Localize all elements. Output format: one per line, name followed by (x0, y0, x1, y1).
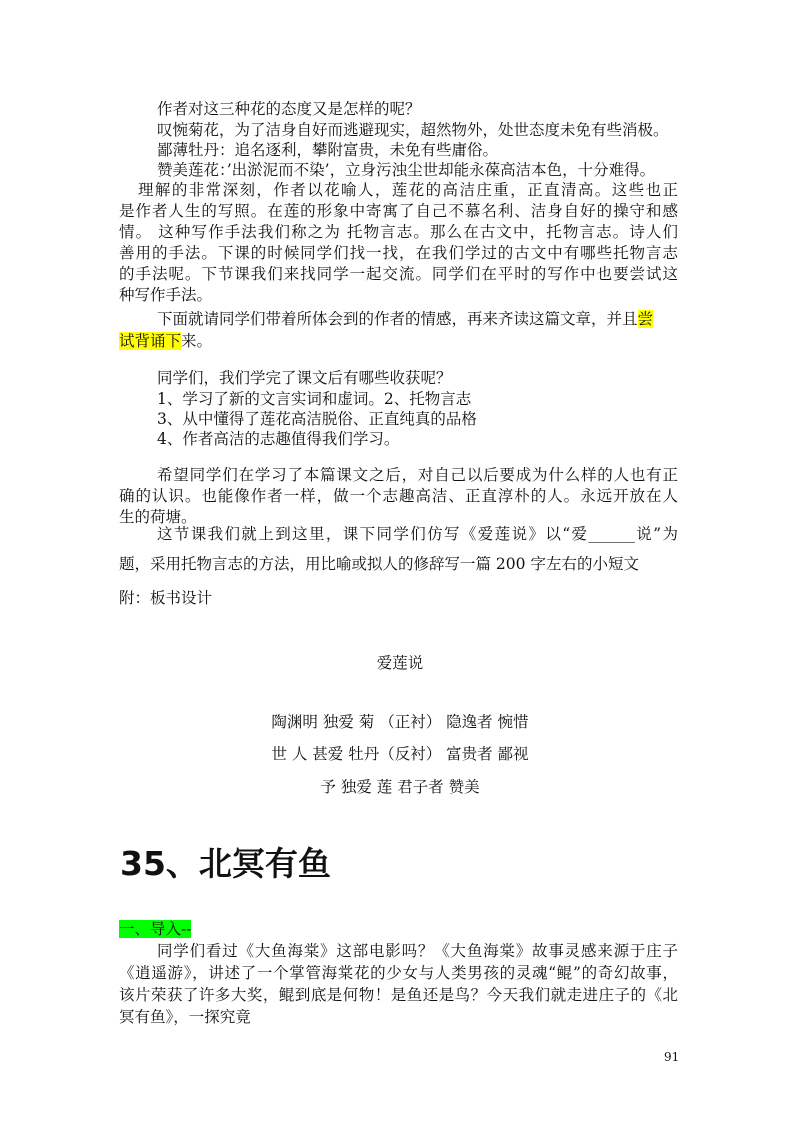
highlighted-text: 尝 (637, 310, 654, 328)
section-title: 35、北冥有鱼 (120, 844, 331, 883)
text-line (119, 331, 212, 351)
board-row: 陶渊明 独爱 菊 （正衬） 隐逸者 惋惜 (271, 713, 529, 731)
text-line: 附：板书设计 (119, 589, 213, 607)
text-line: 《逍遥游》，讲述了一个掌管海棠花的少女与人类男孩的灵魂“鲲”的奇幻故事， (119, 964, 678, 982)
list-item: 3、从中懂得了莲花高洁脱俗、正直纯真的品格 (157, 410, 477, 428)
list-item: 4、作者高洁的志趣值得我们学习。 (157, 430, 400, 448)
text-span: 来。 (181, 332, 213, 350)
text-line (157, 309, 653, 329)
text-line: 确的认识。也能像作者一样，做一个志趣高洁、正直淳朴的人。永远开放在人 (119, 487, 678, 505)
text-line: 希望同学们在学习了本篇课文之后，对自己以后要成为什么样的人也有正 (157, 466, 678, 484)
text-line: 生的荷塘。 (119, 508, 197, 526)
subheading-label: 一、导入-- (119, 920, 192, 938)
text-line: 赞美莲花：’出淤泥而不染’，立身污浊尘世却能永葆高洁本色，十分难得。 (157, 161, 656, 179)
text-line: 情。 这种写作手法我们称之为 托物言志。那么在古文中，托物言志。诗人们 (119, 223, 678, 241)
text-line: 鄙薄牡丹：追名逐利，攀附富贵，未免有些庸俗。 (157, 141, 499, 159)
board-title: 爱莲说 (376, 654, 424, 672)
text-line: 这节课我们就上到这里，课下同学们仿写《爱莲说》以“爱______说”为 (157, 525, 678, 543)
text-line: 是作者人生的写照。在莲的形象中寄寓了自己不慕名利、洁身自好的操守和感 (119, 202, 678, 220)
text-line: 冥有鱼》，一探究竟 (119, 1008, 251, 1026)
highlighted-text: 试背诵下 (119, 332, 182, 350)
text-span: 下面就请同学们带着所体会到的作者的情感，再来齐读这篇文章，并且 (157, 310, 638, 328)
text-line: 同学们看过《大鱼海棠》这部电影吗？《大鱼海棠》故事灵感来源于庄子 (157, 942, 678, 960)
text-line: 理解的非常深刻，作者以花喻人，莲花的高洁庄重，正直清高。这些也正 (138, 181, 678, 199)
text-line: 作者对这三种花的态度又是怎样的呢？ (157, 100, 421, 118)
text-line: 种写作手法。 (119, 286, 213, 304)
text-line: 该片荣获了许多大奖，鲲到底是何物！是鱼还是鸟？今天我们就走进庄子的《北 (119, 986, 678, 1004)
text-line: 善用的手法。下课的时候同学们找一找，在我们学过的古文中有哪些托物言志 (119, 244, 678, 262)
board-row: 世 人 甚爱 牡丹（反衬） 富贵者 鄙视 (271, 745, 529, 763)
board-row: 予 独爱 莲 君子者 赞美 (320, 778, 480, 796)
text-line: 叹惋菊花，为了洁身自好而逃避现实，超然物外，处世态度未免有些消极。 (157, 121, 669, 139)
text-line: 的手法呢。下节课我们来找同学一起交流。同学们在平时的写作中也要尝试这 (119, 265, 678, 283)
page-number: 91 (664, 1050, 680, 1064)
text-line: 同学们，我们学完了课文后有哪些收获呢？ (157, 369, 452, 387)
text-line: 题，采用托物言志的方法，用比喻或拟人的修辞写一篇 200 字左右的小短文 (119, 555, 639, 573)
subheading (119, 919, 191, 939)
list-item: 1、学习了新的文言实词和虚词。2、托物言志 (157, 390, 472, 408)
